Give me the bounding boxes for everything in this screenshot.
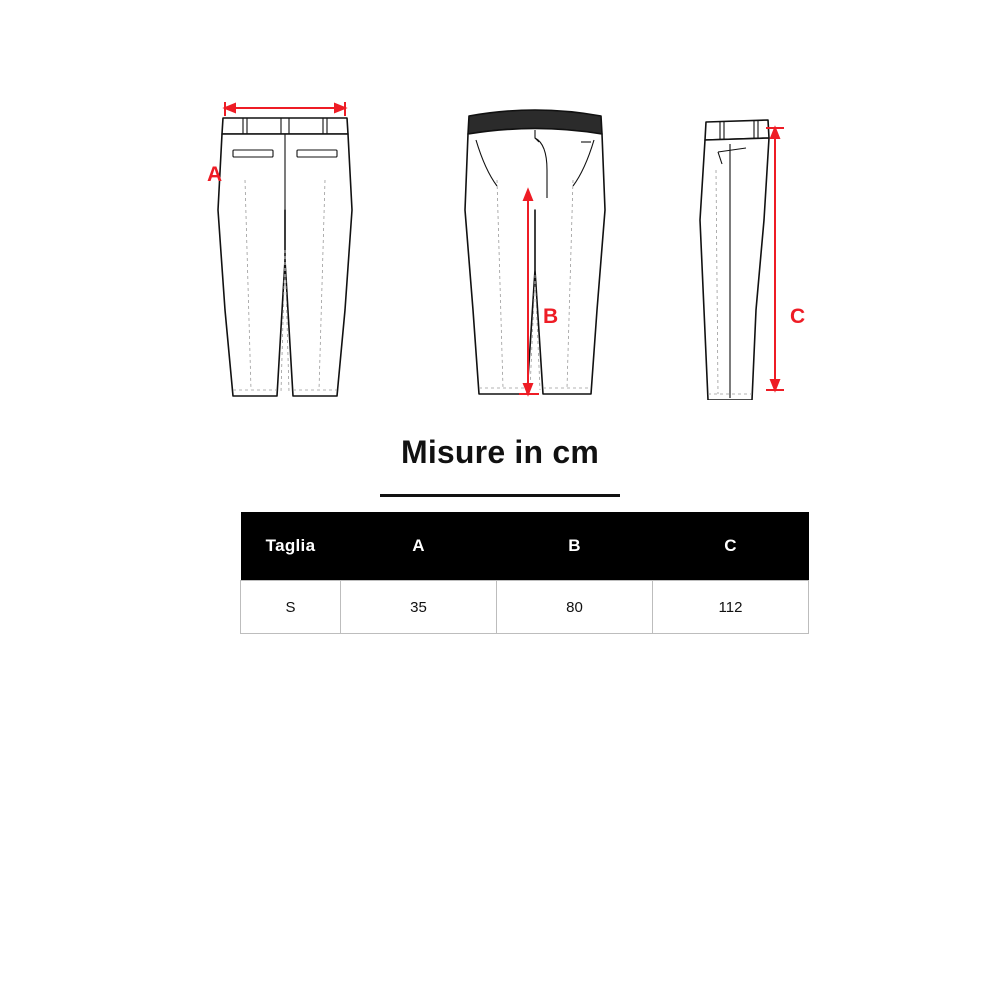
dimension-label-b: B	[543, 305, 559, 328]
trousers-back-view	[185, 60, 385, 400]
size-table	[240, 512, 809, 634]
cell-c: 112	[653, 581, 809, 634]
dimension-label-a: A	[207, 163, 223, 186]
table-header-b: B	[497, 512, 653, 581]
garment-diagrams	[0, 60, 1000, 420]
cell-b: 80	[497, 581, 653, 634]
table-header-row	[241, 512, 809, 581]
table-header-c: C	[653, 512, 809, 581]
table-header-a: A	[341, 512, 497, 581]
table-header-taglia: Taglia	[241, 512, 341, 581]
trousers-front-view	[435, 60, 635, 400]
dimension-label-c: C	[790, 305, 806, 328]
chart-title: Misure in cm	[400, 434, 599, 470]
title-divider	[380, 494, 620, 497]
cell-a: 35	[341, 581, 497, 634]
table-row	[241, 581, 809, 634]
size-table-wrapper	[240, 512, 760, 634]
cell-size: S	[241, 581, 341, 634]
trousers-side-view	[660, 60, 840, 400]
